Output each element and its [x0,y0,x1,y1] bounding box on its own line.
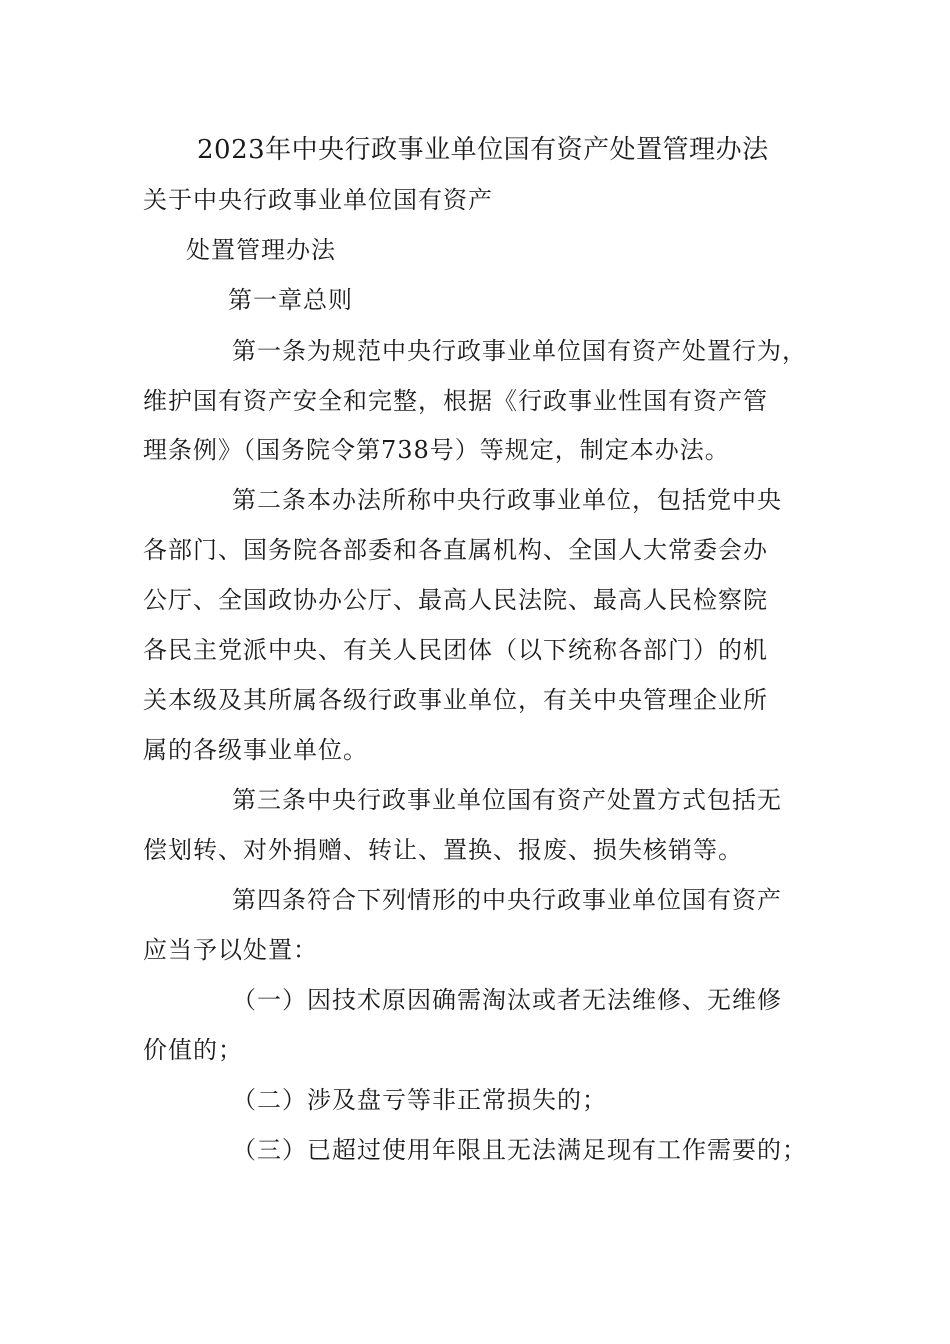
chapter-heading: 第一章总则 [228,286,353,314]
document-title: 2023年中央行政事业单位国有资产处置管理办法 [197,135,769,165]
article-2-line-4: 各民主党派中央、有关人民团体（以下统称各部门）的机 [143,636,768,664]
article-2-line-2: 各部门、国务院各部委和各直属机构、全国人大常委会办 [143,536,768,564]
subtitle-line-1: 关于中央行政事业单位国有资产 [143,186,493,214]
item-1-line-1: （一）因技术原因确需淘汰或者无法维修、无维修 [232,986,782,1014]
article-1-line-3: 理条例》（国务院令第738号）等规定，制定本办法。 [143,436,730,464]
article-2-line-5: 关本级及其所属各级行政事业单位，有关中央管理企业所 [143,686,768,714]
article-1-line-2: 维护国有资产安全和完整，根据《行政事业性国有资产管 [143,387,768,415]
article-4-line-1: 第四条符合下列情形的中央行政事业单位国有资产 [232,886,782,914]
article-2-line-6: 属的各级事业单位。 [143,736,368,764]
article-2-line-3: 公厅、全国政协办公厅、最高人民法院、最高人民检察院 [143,586,768,614]
item-3: （三）已超过使用年限且无法满足现有工作需要的； [232,1136,807,1164]
article-1-line-1: 第一条为规范中央行政事业单位国有资产处置行为， [232,337,807,365]
article-3-line-2: 偿划转、对外捐赠、转让、置换、报废、损失核销等。 [143,836,743,864]
subtitle-line-2: 处置管理办法 [186,236,336,264]
article-2-line-1: 第二条本办法所称中央行政事业单位，包括党中央 [232,486,782,514]
article-3-line-1: 第三条中央行政事业单位国有资产处置方式包括无 [232,786,782,814]
item-2: （二）涉及盘亏等非正常损失的； [232,1086,607,1114]
item-1-line-2: 价值的； [143,1036,243,1064]
article-4-line-2: 应当予以处置： [143,936,318,964]
